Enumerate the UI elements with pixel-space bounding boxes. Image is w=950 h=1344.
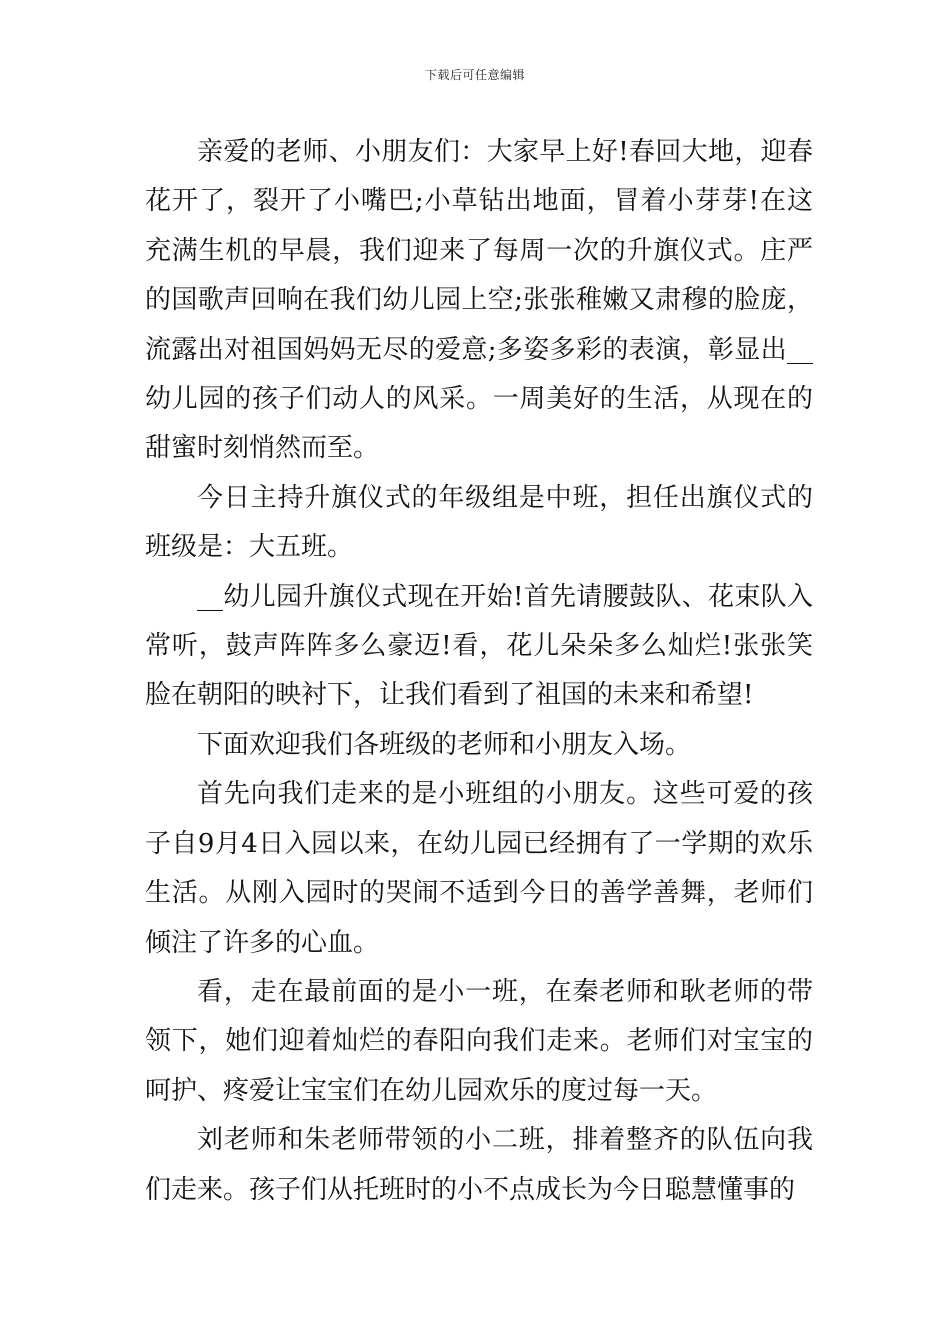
paragraph-ceremony-start: __幼儿园升旗仪式现在开始!首先请腰鼓队、花束队入常听，鼓声阵阵多么豪迈!看，花儿朵朵多么灿烂!张张笑脸在朝阳的映衬下，让我们看到了祖国的未来和希望! [145, 581, 813, 711]
paragraph-class-one: 看，走在最前面的是小一班，在秦老师和耿老师的带领下，她们迎着灿烂的春阳向我们走来。老师们对宝宝的呵护、疼爱让宝宝们在幼儿园欢乐的度过每一天。 [145, 976, 813, 1106]
paragraph-host-class: 今日主持升旗仪式的年级组是中班，担任出旗仪式的班级是：大五班。 [145, 482, 813, 563]
paragraph-class-two: 刘老师和朱老师带领的小二班，排着整齐的队伍向我们走来。孩子们从托班时的小不点成长为今日聪慧懂事的 [145, 1125, 813, 1205]
paragraph-greeting: 亲爱的老师、小朋友们：大家早上好!春回大地，迎春花开了，裂开了小嘴巴;小草钻出地面，冒着小芽芽!在这充满生机的早晨，我们迎来了每周一次的升旗仪式。庄严的国歌声回响在我们幼儿园上空;张张稚嫩又肃穆的脸庞，流露出对祖国妈妈无尽的爱意;多姿多彩的表演，彰显出__幼儿园的孩子们动人的风采。一周美好的生活，从现在的甜蜜时刻悄然而至。 [145, 137, 813, 464]
paragraph-small-classes: 首先向我们走来的是小班组的小朋友。这些可爱的孩子自9月4日入园以来，在幼儿园已经拥有了一学期的欢乐生活。从刚入园时的哭闹不适到今日的善学善舞，老师们倾注了许多的心血。 [145, 779, 813, 958]
page-header: 下载后可任意编辑 [424, 68, 525, 82]
document-body [145, 128, 813, 1215]
paragraph-welcome: 下面欢迎我们各班级的老师和小朋友入场。 [197, 729, 692, 760]
